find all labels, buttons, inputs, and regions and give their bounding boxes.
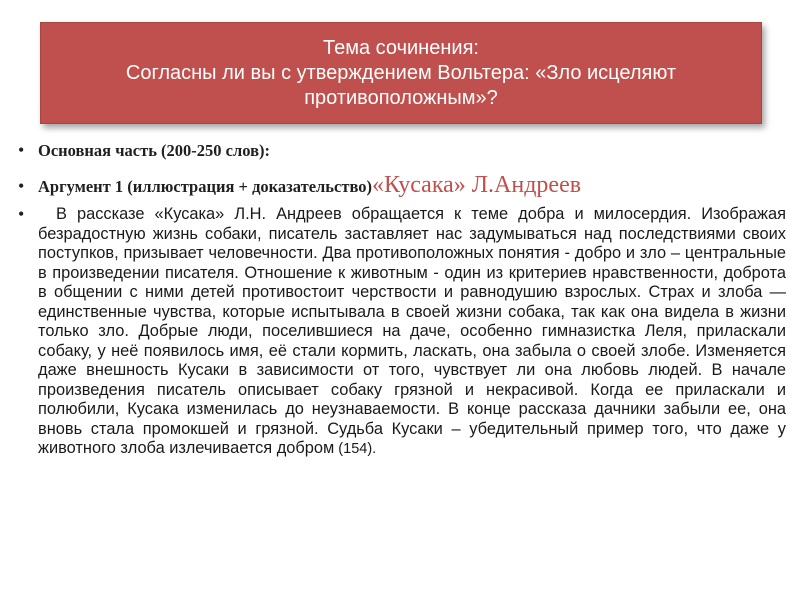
bullet-list	[18, 140, 788, 460]
bullet-dot-icon: •	[18, 204, 25, 224]
title-banner	[40, 22, 762, 124]
bullet-argument	[18, 172, 788, 202]
title-line-1: Тема сочинения:	[323, 36, 479, 59]
bullet-dot-icon: •	[18, 140, 25, 160]
title-line-2: Согласны ли вы с утверждением Вольтера: «Зло исцеляют	[125, 61, 677, 84]
essay-body-text: В рассказе «Кусака» Л.Н. Андреев обращается к теме добра и милосердия. Изображая безрадостную жизнь собаки, писатель заставляет нас задумываться над последствиями своих поступков, призывает человечности. Два противоположных понятия - добро и зло – центральные в произведении писателя. Отношение к животным - один из критериев нравственности, доброта в общении с ними детей противостоит черствости и равнодушию взрослых. Страх и злоба — единственные чувства, которые испытывала в своей жизни собака, так как она видела в жизни только зло. Добрые люди, поселившиеся на даче, особенно гимназистка Леля, приласкали собаку, у неё появилось имя, её стали кормить, ласкать, она забыла о своей злобе. Изменяется даже внешность Кусаки в зависимости от того, чувствует ли она любовь людей. В начале произведения писатель описывает собаку грязной и некрасивой. Когда ее приласкали и полюбили, Кусака изменилась до неузнаваемости. В конце рассказа дачники забыли ее, она вновь стала промокшей и грязной. Судьба Кусаки – убедительный пример того, что даже у животного злоба излечивается добром	[38, 205, 786, 457]
argument-author: Л.Андреев	[465, 172, 582, 198]
bullet-main-part	[18, 140, 788, 168]
title-line-3: противоположным»?	[304, 86, 498, 109]
essay-body	[38, 205, 786, 460]
bullet-body	[18, 205, 788, 460]
bullet-dot-icon: •	[18, 176, 25, 196]
main-part-label: Основная часть (200-250 слов):	[38, 141, 270, 160]
word-count: (154).	[334, 441, 377, 457]
argument-work-title: «Кусака»	[372, 172, 466, 198]
argument-label: Аргумент 1 (иллюстрация + доказательство)	[38, 177, 373, 196]
